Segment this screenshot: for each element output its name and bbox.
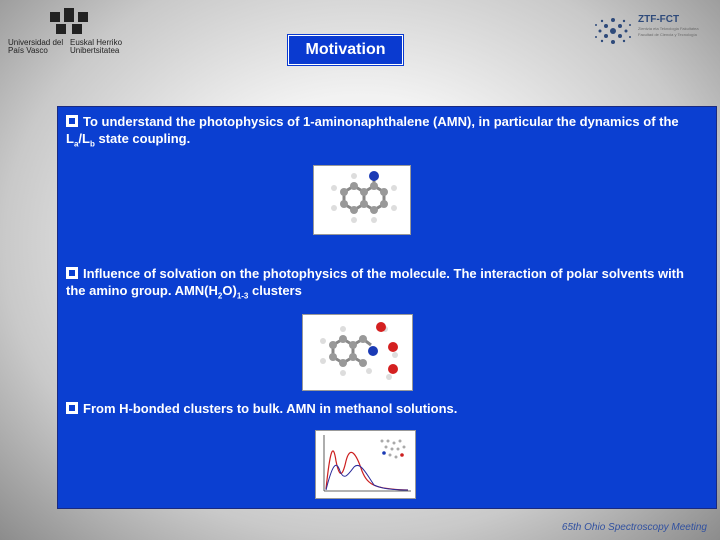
university-name-es: Universidad del País Vasco bbox=[8, 38, 64, 55]
amn-water-cluster-image bbox=[302, 314, 413, 391]
bullet-item: To understand the photophysics of 1-aminonaphthalene (AMN), in particular the dynamics of the $L_a/L_b$ state coupling. bbox=[66, 114, 679, 149]
bullet-item: From H-bonded clusters to bulk. AMN in methanol solutions. bbox=[66, 400, 706, 417]
amn-molecule-icon bbox=[314, 166, 410, 234]
footer-text: 65th Ohio Spectroscopy Meeting bbox=[561, 522, 707, 533]
spectrum-plot-icon bbox=[316, 431, 415, 498]
upv-ehu-logo bbox=[8, 6, 128, 56]
upv-ehu-emblem-icon bbox=[46, 6, 92, 38]
ztf-fct-subtitle: Zientzia eta Teknologia Fakultatea Facultad de Ciencia y Tecnología bbox=[638, 26, 699, 37]
checkbox-bullet-icon bbox=[66, 115, 78, 127]
amn-molecule-image bbox=[313, 165, 411, 235]
checkbox-bullet-icon bbox=[66, 402, 78, 414]
ztf-fct-emblem-icon bbox=[592, 10, 634, 52]
ztf-fct-logo bbox=[592, 10, 712, 52]
university-name-eu: Euskal Herriko Unibertsitatea bbox=[70, 38, 123, 55]
content-panel bbox=[57, 106, 717, 509]
bullet-item: Influence of solvation on the photophysics of the molecule. The interaction of polar solvents with the amino group. $AMN(H_2O)_{1-3}$ clusters bbox=[66, 266, 684, 301]
absorption-spectrum-image bbox=[315, 430, 416, 499]
amn-water-cluster-icon bbox=[303, 315, 412, 390]
checkbox-bullet-icon bbox=[66, 267, 78, 279]
ztf-fct-title: ZTF-FCT bbox=[638, 14, 680, 25]
slide-title: Motivation bbox=[288, 35, 403, 65]
